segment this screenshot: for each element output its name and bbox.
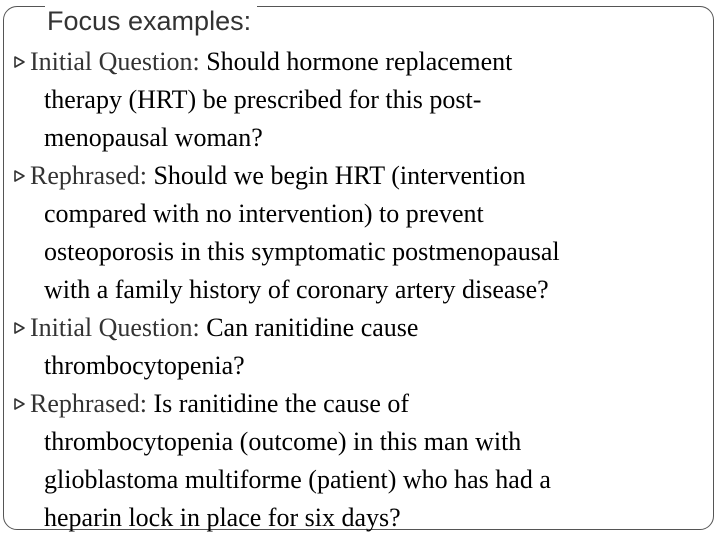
open-arrow-bullet-icon	[14, 321, 30, 335]
open-arrow-bullet-icon	[14, 55, 30, 69]
bullet-label: Rephrased:	[30, 389, 147, 418]
bullet-label: Initial Question:	[30, 313, 200, 342]
bullet-continuation-line: menopausal woman?	[44, 123, 263, 152]
bullet-text: Is ranitidine the cause of	[146, 389, 410, 418]
open-arrow-bullet-icon	[14, 397, 30, 411]
bullet-continuation-line: glioblastoma multiforme (patient) who has had a	[44, 465, 551, 494]
bullet-item	[14, 43, 704, 157]
bullet-first-line	[30, 385, 704, 423]
bullet-continuation-line: thrombocytopenia?	[44, 351, 245, 380]
bullet-text: Should hormone replacement	[199, 47, 513, 76]
bullet-continuation-line: therapy (HRT) be prescribed for this post-	[44, 85, 482, 114]
bullet-item	[14, 385, 704, 537]
bullet-label: Initial Question:	[30, 47, 200, 76]
bullet-label: Rephrased:	[30, 161, 147, 190]
bullet-first-line	[30, 43, 704, 81]
bullet-continuation-line: with a family history of coronary artery disease?	[44, 275, 549, 304]
bullet-continuation-line: compared with no intervention) to prevent	[44, 199, 484, 228]
open-arrow-bullet-icon	[14, 169, 30, 183]
bullet-text: Can ranitidine cause	[199, 313, 419, 342]
bullet-item	[14, 309, 704, 385]
bullet-continuation-line: heparin lock in place for six days?	[44, 503, 401, 532]
bullet-continuation-line: thrombocytopenia (outcome) in this man with	[44, 427, 522, 456]
bullet-continuation-line: osteoporosis in this symptomatic postmenopausal	[44, 237, 560, 266]
bullet-item	[14, 157, 704, 309]
bullet-first-line	[30, 157, 704, 195]
bullet-text: Should we begin HRT (intervention	[146, 161, 526, 190]
bullet-first-line	[30, 309, 704, 347]
slide-content	[14, 43, 704, 540]
slide-title: Focus examples:	[45, 4, 257, 38]
